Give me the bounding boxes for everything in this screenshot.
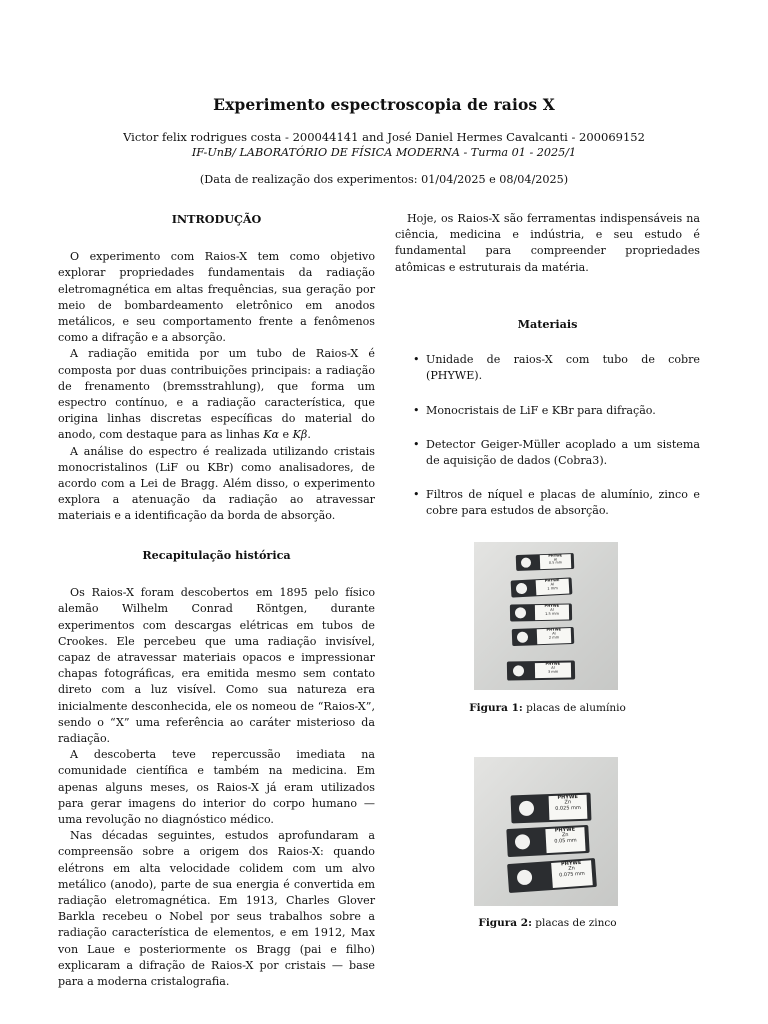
zinc-plate: PHYWE Zn 0.05 mm xyxy=(506,825,589,857)
aluminium-plate: PHYWE Al 0.5 mm xyxy=(516,553,575,571)
intro-paragraph-1: O experimento com Raios-X tem como objetivo explorar propriedades fundamentais da radiação eletromagnética em altas frequências, sua geração por meio de bombardeamento eletrônico em anodos metálicos, e seu comportamento frente a fenômenos como a difração e a absorção. xyxy=(58,250,375,345)
figure-2-caption: Figura 2: placas de zinco xyxy=(478,917,617,929)
intro-paragraph-3: A análise do espectro é realizada utilizando cristais monocristalinos (LiF ou KBr) como analisadores, de acordo com a Lei de Bragg. Além disso, o experimento explora a atenuação da radiação ao atravessar materiais e a identificação da borda de absorção. xyxy=(58,444,375,523)
k-beta-symbol: Kβ xyxy=(292,428,308,442)
list-item: • Detector Geiger-Müller acoplado a um sistema de aquisição de dados (Cobra3). xyxy=(413,437,700,468)
aluminium-plate: PHYWE Al 1 mm xyxy=(511,577,573,597)
k-alpha-symbol: Kα xyxy=(263,428,279,442)
zinc-plate: PHYWE Zn 0.025 mm xyxy=(511,793,592,824)
experiment-dates: (Data de realização dos experimentos: 01/04/2025 e 08/04/2025) xyxy=(199,173,569,186)
history-paragraph-3: Nas décadas seguintes, estudos aprofundaram a compreensão sobre a origem dos Raios-X: quando elétrons em alta velocidade colidem com um alvo metálico (anodo), parte de sua energia é convertida em radiação eletromagnética. Em 1913, Charles Glover Barkla recebeu o Nobel por seus trabalhos sobre a radiação característica de elementos, e em 1912, Max von Laue e posteriormente os Bragg (pai e filho) explicaram a difração de Raios-X por cristais — base para a moderna cristalografia. xyxy=(58,829,375,989)
zinc-plate: PHYWE Zn 0.075 mm xyxy=(507,858,597,893)
bullet-icon: • xyxy=(413,488,420,502)
history-paragraph-2: A descoberta teve repercussão imediata na comunidade científica e também na medicina. Em apenas alguns meses, os Raios-X já eram utilizados para gerar imagens do interior do corpo humano — uma revolução no diagnóstico médico. xyxy=(58,748,375,827)
introduction-section xyxy=(58,211,375,525)
materials-heading: Materiais xyxy=(517,317,578,331)
figure-2-photo xyxy=(474,757,618,906)
author-list: Victor felix rodrigues costa - 200044141 and José Daniel Hermes Cavalcanti - 200069152 xyxy=(123,130,645,144)
bullet-icon: • xyxy=(413,353,420,367)
history-heading: Recapitulação histórica xyxy=(142,548,291,562)
figure-1-photo xyxy=(474,542,618,690)
bullet-icon: • xyxy=(413,403,420,417)
aluminium-plate: PHYWE Al 2 mm xyxy=(512,627,575,646)
intro-paragraph-2: A radiação emitida por um tubo de Raios-X é composta por duas contribuições principais: a radiação de frenamento (bremsstrahlung), que forma um espectro contínuo, e a radiação característica, que origina linhas discretas específicas do material do anodo, com destaque para as linhas Kα e Kβ. xyxy=(58,347,375,442)
figure-1-caption: Figura 1: placas de alumínio xyxy=(469,702,626,714)
introduction-continuation xyxy=(395,211,700,276)
introduction-heading: INTRODUÇÃO xyxy=(171,212,262,226)
history-paragraph-1: Os Raios-X foram descobertos em 1895 pelo físico alemão Wilhelm Conrad Röntgen, durante experimentos com descargas elétricas em tubos de Crookes. Ele percebeu que uma radiação invisível, capaz de atravessar materiais opacos e impressionar chapas fotográficas, era emitida mesmo sem contato direto com a luz visível. Como sua natureza era inicialmente desconhecida, ele os nomeou de “Raios-X”, sendo o “X” uma referência ao caráter misterioso da radiação. xyxy=(58,586,375,746)
list-item: • Unidade de raios-X com tubo de cobre (PHYWE). xyxy=(413,353,700,383)
history-section xyxy=(58,547,375,990)
aluminium-plate: PHYWE Al 3 mm xyxy=(507,660,575,680)
paper-title: Experimento espectroscopia de raios X xyxy=(213,95,555,114)
list-item: • Filtros de níquel e placas de alumínio, zinco e cobre para estudos de absorção. xyxy=(413,488,700,518)
aluminium-plate: PHYWE Al 1.5 mm xyxy=(510,603,572,621)
bullet-icon: • xyxy=(413,437,420,451)
intro-paragraph-4: Hoje, os Raios-X são ferramentas indispensáveis na ciência, medicina e indústria, e seu estudo é fundamental para compreender propriedades atômicas e estruturais da matéria. xyxy=(395,212,700,274)
list-item: • Monocristais de LiF e KBr para difração. xyxy=(395,403,700,419)
materials-list xyxy=(395,352,700,519)
affiliation: IF-UnB/ LABORATÓRIO DE FÍSICA MODERNA - Turma 01 - 2025/1 xyxy=(191,146,577,159)
materials-section xyxy=(395,316,700,520)
